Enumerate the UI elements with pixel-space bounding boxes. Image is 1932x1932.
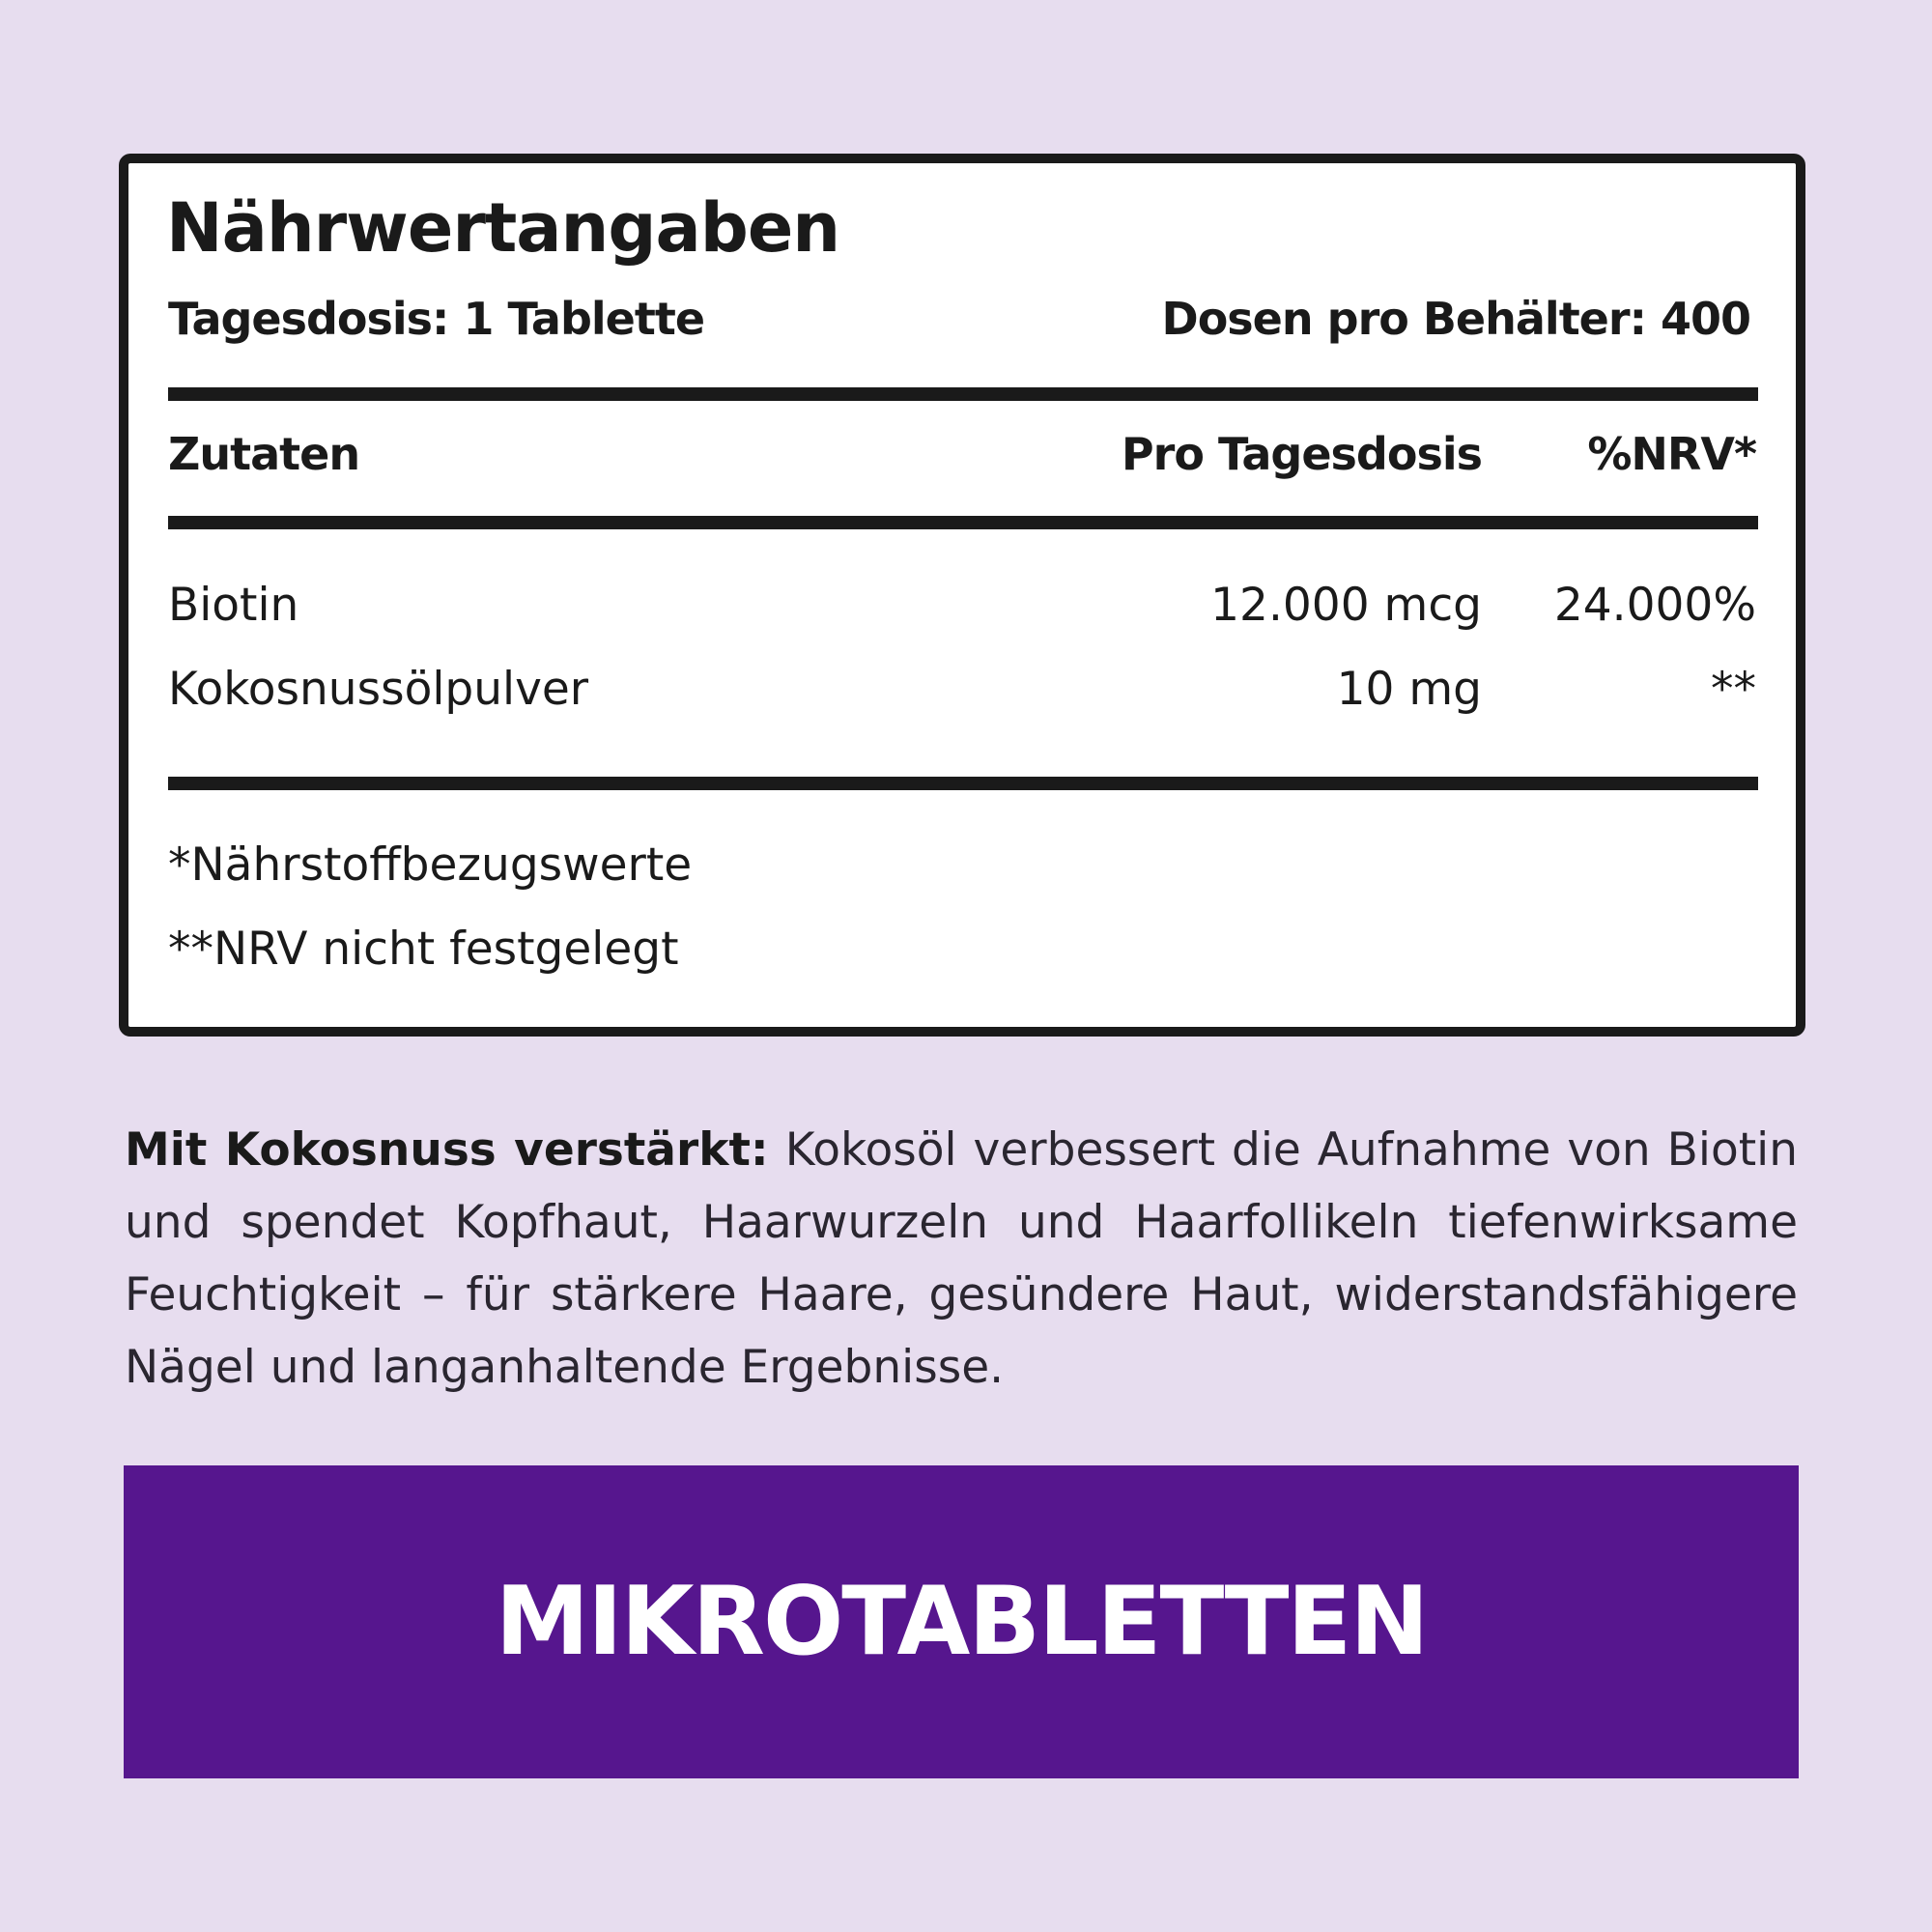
description-body: Kokosöl verbessert die Aufnahme von Biotin und spendet Kopfhaut, Haarwurzeln und Haarfollikeln tiefenwirksame Feuchtigkeit – für stärkere Haare, gesündere Haut, widerstandsfähigere Nägel und langanhaltende Ergebnisse. xyxy=(125,1123,1798,1394)
nutrition-facts-panel xyxy=(119,154,1805,1037)
ingredient-nrv: ** xyxy=(1711,663,1756,716)
ingredient-amount: 12.000 mcg xyxy=(1210,579,1482,632)
format-banner xyxy=(124,1465,1799,1778)
servings-per-container: Dosen pro Behälter: 400 xyxy=(1161,293,1750,345)
divider-top xyxy=(168,387,1758,401)
ingredient-amount: 10 mg xyxy=(1336,663,1482,716)
description-lead: Mit Kokosnuss verstärkt: xyxy=(125,1123,769,1177)
ingredient-nrv: 24.000% xyxy=(1553,579,1756,632)
ingredient-name: Biotin xyxy=(168,579,299,632)
product-description xyxy=(125,1114,1798,1404)
banner-text: MIKROTABLETTEN xyxy=(495,1567,1428,1677)
header-per-dose: Pro Tagesdosis xyxy=(1121,428,1482,480)
header-ingredients: Zutaten xyxy=(168,428,360,480)
footnote-not-set: **NRV nicht festgelegt xyxy=(168,923,679,976)
header-nrv: %NRV* xyxy=(1587,428,1756,480)
divider-bottom xyxy=(168,777,1758,790)
divider-header xyxy=(168,516,1758,529)
ingredient-name: Kokosnussölpulver xyxy=(168,663,589,716)
serving-size: Tagesdosis: 1 Tablette xyxy=(168,293,705,345)
label-title: Nährwertangaben xyxy=(166,188,840,268)
footnote-nrv: *Nährstoffbezugswerte xyxy=(168,838,693,892)
